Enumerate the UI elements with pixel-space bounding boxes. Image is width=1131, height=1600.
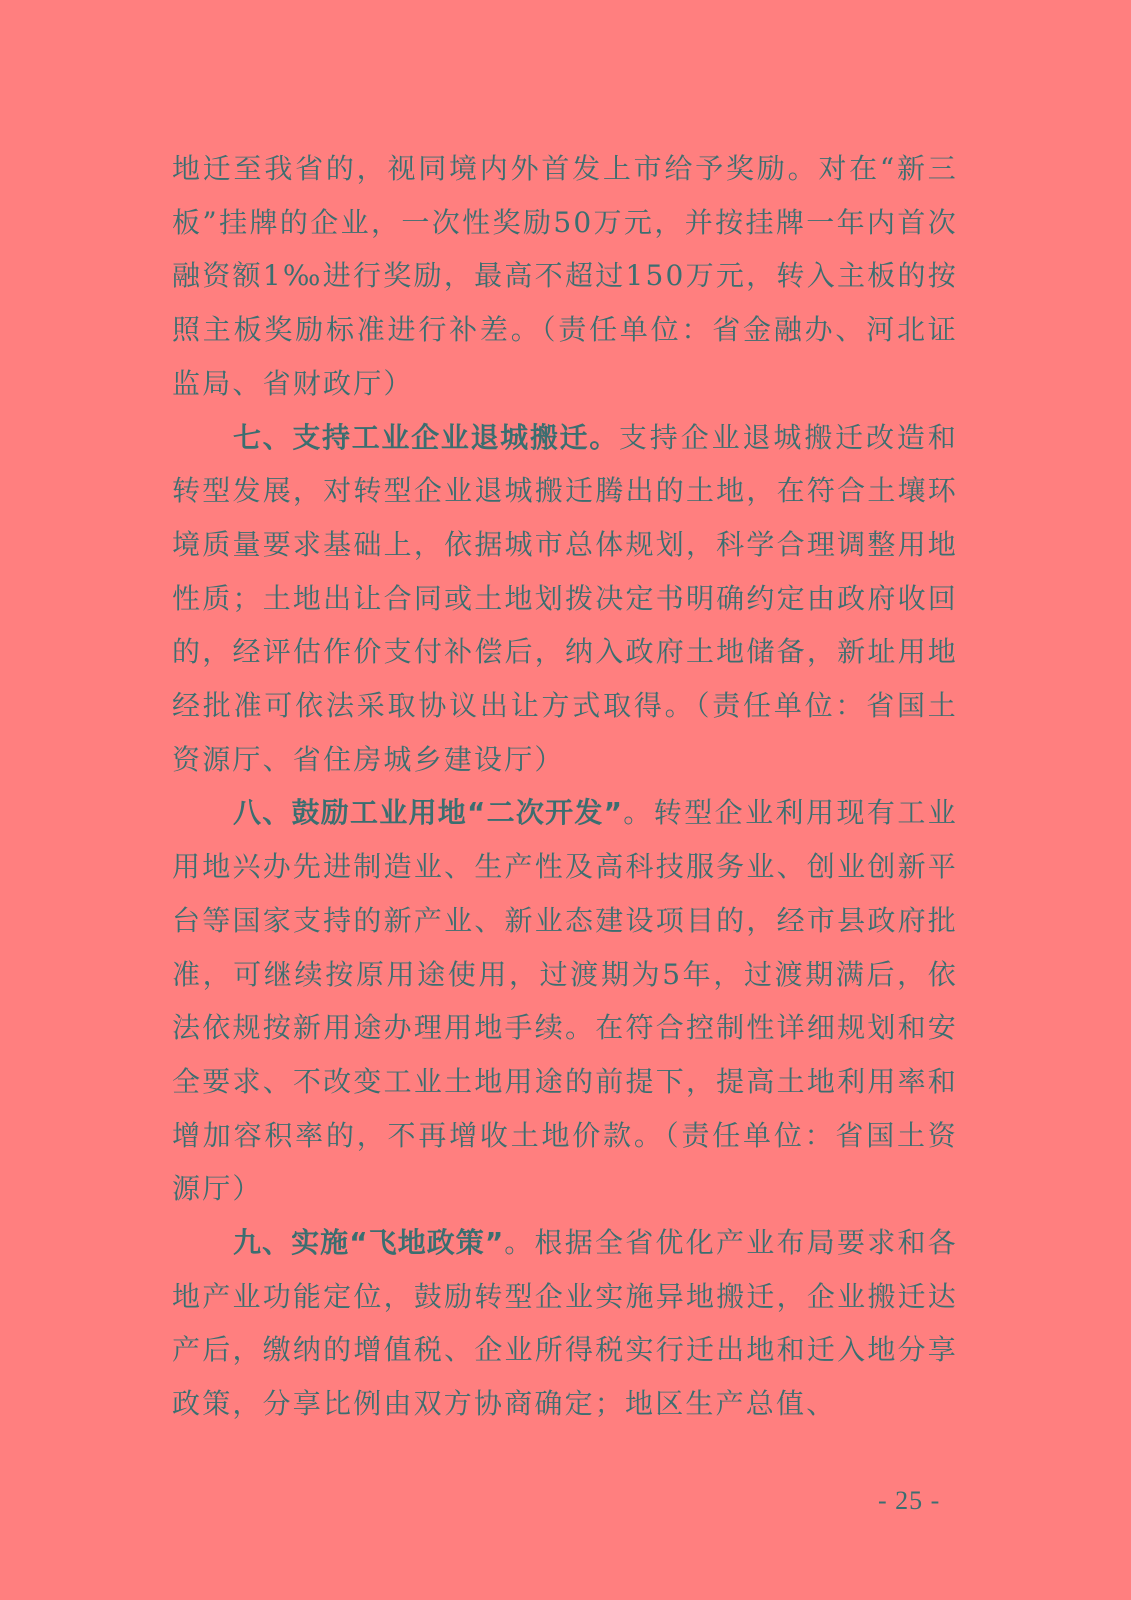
document-body bbox=[172, 142, 958, 1431]
paragraph-text: 地迁至我省的，视同境内外首发上市给予奖励。对在“新三板”挂牌的企业，一次性奖励50万元，并按挂牌一年内首次融资额1‰进行奖励，最高不超过150万元，转入主板的按照主板奖励标准进行补差。（责任单位：省金融办、河北证监局、省财政厅） bbox=[172, 152, 958, 400]
paragraph-section-8 bbox=[172, 786, 958, 1216]
section-heading: 七、支持工业企业退城搬迁。 bbox=[233, 420, 619, 454]
paragraph-continuation bbox=[172, 142, 958, 411]
paragraph-text: 。根据全省优化产业布局要求和各地产业功能定位，鼓励转型企业实施异地搬迁，企业搬迁达产后，缴纳的增值税、企业所得税实行迁出地和迁入地分享政策，分享比例由双方协商确定；地区生产总值、 bbox=[172, 1226, 958, 1421]
paragraph-section-9 bbox=[172, 1216, 958, 1431]
page-number: - 25 - bbox=[878, 1486, 941, 1515]
paragraph-text: 支持企业退城搬迁改造和转型发展，对转型企业退城搬迁腾出的土地，在符合土壤环境质量要求基础上，依据城市总体规划，科学合理调整用地性质；土地出让合同或土地划拨决定书明确约定由政府收回的，经评估作价支付补偿后，纳入政府土地储备，新址用地经批准可依法采取协议出让方式取得。（责任单位：省国土资源厅、省住房城乡建设厅） bbox=[172, 420, 958, 776]
section-heading: 八、鼓励工业用地“二次开发” bbox=[233, 796, 624, 830]
paragraph-section-7 bbox=[172, 411, 958, 787]
section-heading: 九、实施“飞地政策” bbox=[233, 1226, 505, 1260]
paragraph-text: 。转型企业利用现有工业用地兴办先进制造业、生产性及高科技服务业、创业创新平台等国家支持的新产业、新业态建设项目的，经市县政府批准，可继续按原用途使用，过渡期为5年，过渡期满后，依法依规按新用途办理用地手续。在符合控制性详细规划和安全要求、不改变工业土地用途的前提下，提高土地利用率和增加容积率的，不再增收土地价款。（责任单位：省国土资源厅） bbox=[172, 796, 959, 1206]
